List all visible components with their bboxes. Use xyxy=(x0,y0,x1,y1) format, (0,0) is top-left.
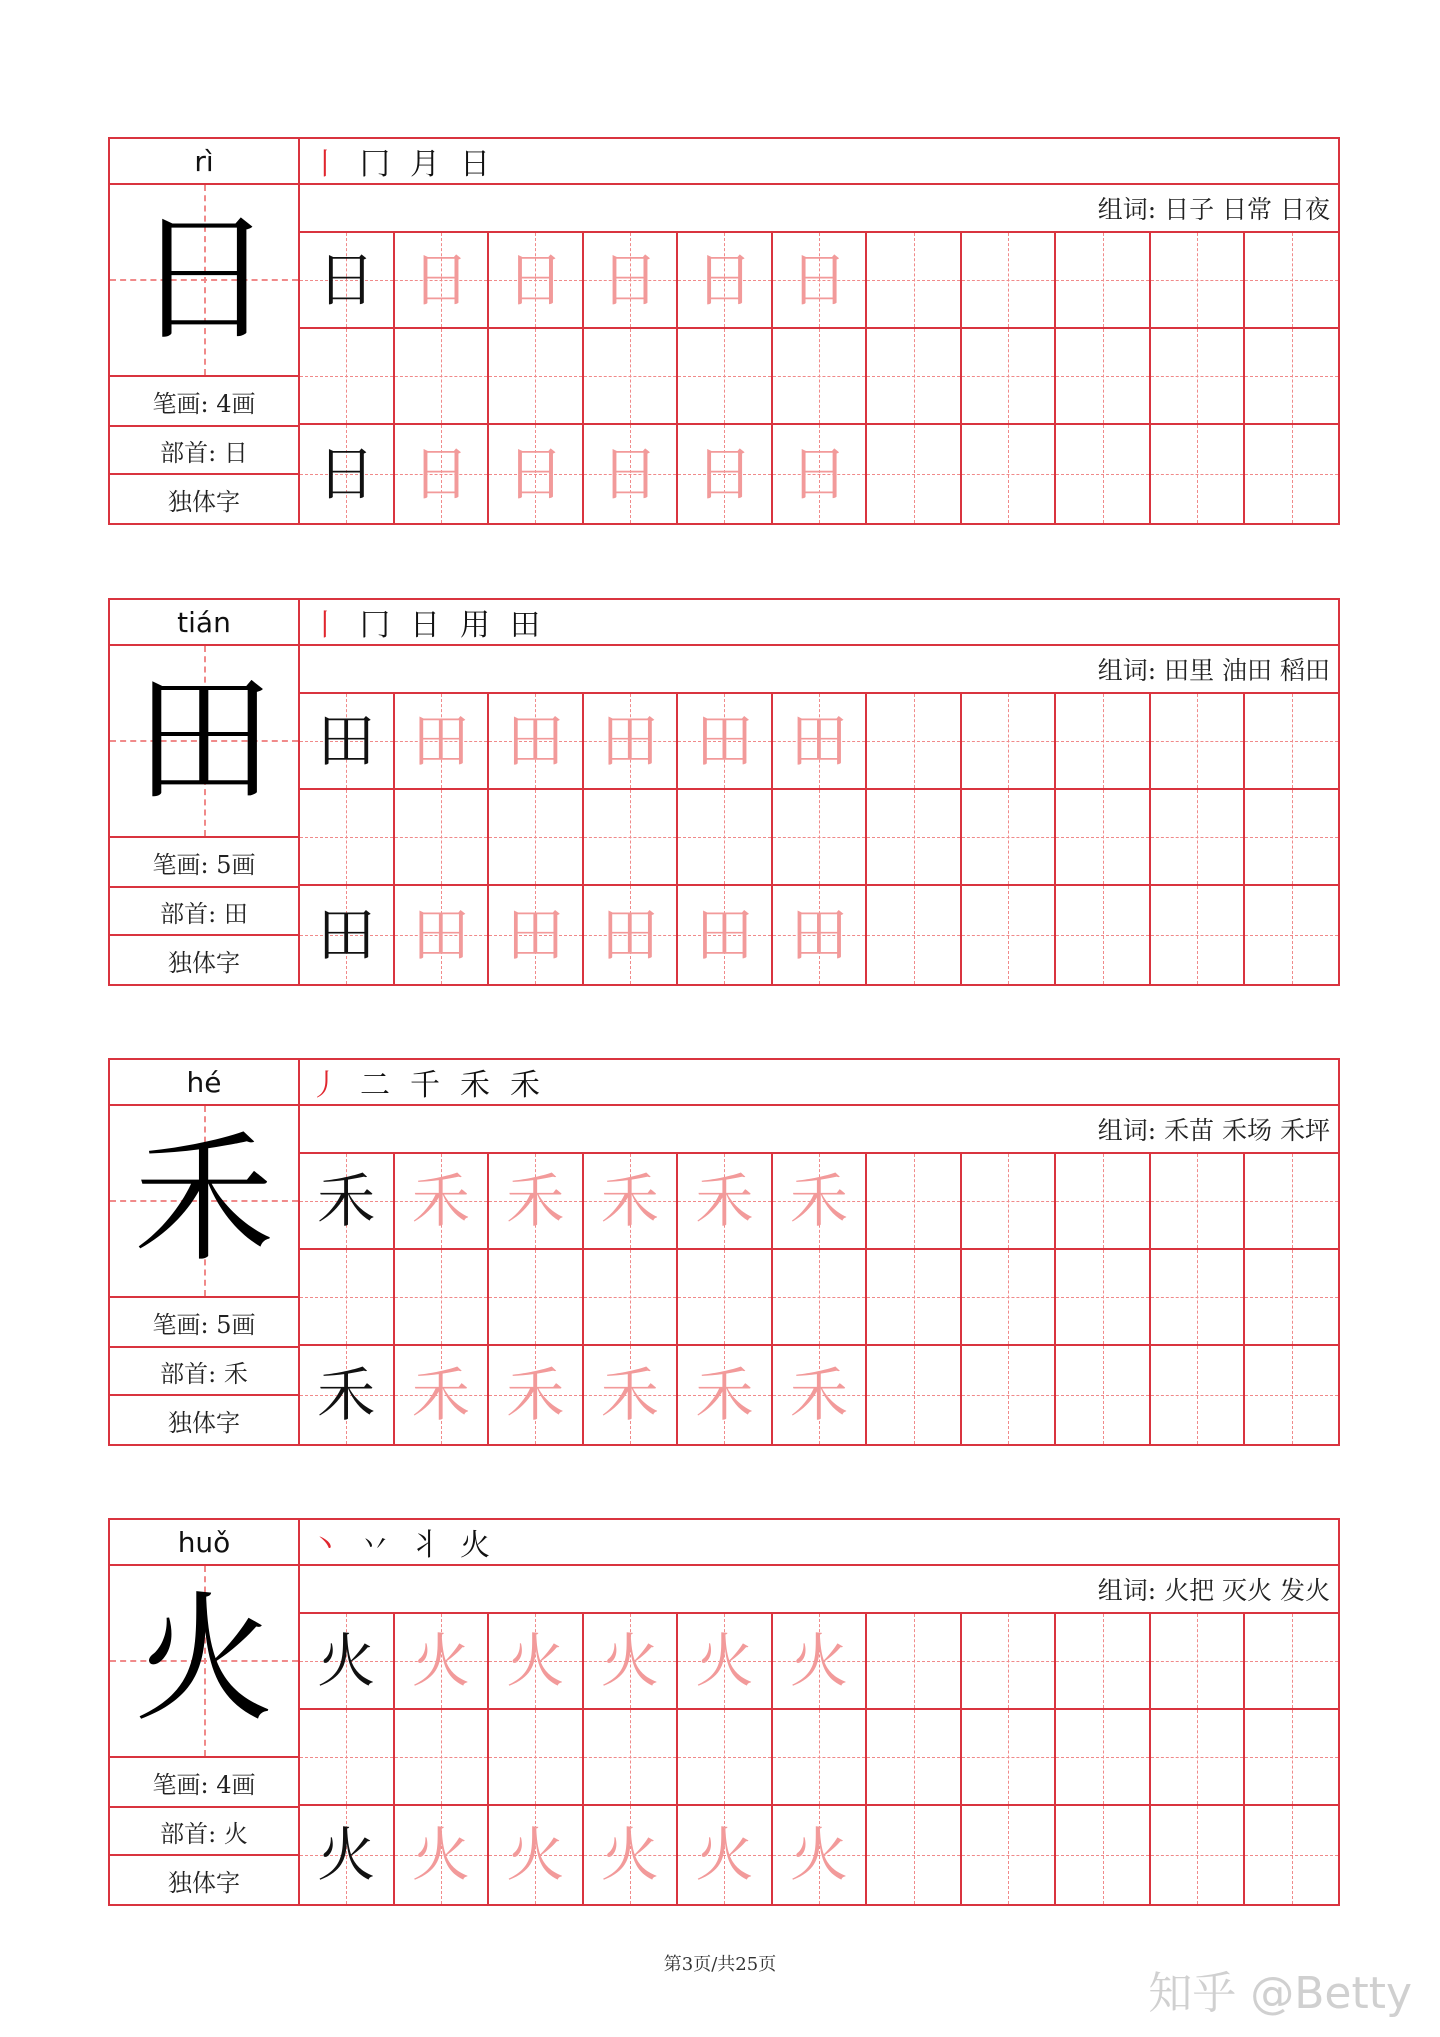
character-info-column xyxy=(110,600,300,984)
model-char: 禾 xyxy=(317,1361,376,1429)
practice-cell[interactable] xyxy=(867,329,962,423)
trace-char: 火 xyxy=(695,1627,754,1695)
big-character: 禾 xyxy=(133,1119,274,1282)
stroke-step: 丿 xyxy=(310,1068,340,1103)
practice-cell[interactable] xyxy=(962,425,1057,523)
practice-cell[interactable] xyxy=(395,1614,490,1708)
model-char: 火 xyxy=(317,1821,376,1889)
practice-cell[interactable] xyxy=(773,1614,868,1708)
practice-cell[interactable] xyxy=(678,329,773,423)
stroke-step: 冂 xyxy=(360,147,390,182)
trace-char: 火 xyxy=(411,1821,470,1889)
practice-cell[interactable] xyxy=(1056,233,1151,327)
trace-char: 火 xyxy=(506,1821,565,1889)
trace-char: 禾 xyxy=(695,1361,754,1429)
practice-cell[interactable] xyxy=(1056,790,1151,884)
practice-cell[interactable] xyxy=(1151,1250,1246,1344)
practice-cell[interactable] xyxy=(584,1250,679,1344)
big-character-box xyxy=(110,1566,298,1758)
trace-char: 日 xyxy=(506,246,565,314)
practice-cell[interactable] xyxy=(678,233,773,327)
practice-cell[interactable] xyxy=(395,694,490,788)
practice-row xyxy=(300,233,1338,329)
practice-cell[interactable] xyxy=(678,694,773,788)
practice-cell[interactable] xyxy=(300,1614,395,1708)
practice-row xyxy=(300,1346,1338,1444)
practice-cell[interactable] xyxy=(1245,425,1338,523)
trace-char: 日 xyxy=(790,246,849,314)
model-char: 火 xyxy=(317,1627,376,1695)
stroke-step: 田 xyxy=(510,608,540,643)
practice-row xyxy=(300,886,1338,984)
structure: 独体字 xyxy=(168,1408,240,1437)
practice-cell[interactable] xyxy=(1151,425,1246,523)
practice-area xyxy=(300,600,1338,984)
practice-cell[interactable] xyxy=(962,694,1057,788)
pinyin: rì xyxy=(110,139,298,185)
practice-cell[interactable] xyxy=(1056,329,1151,423)
trace-char: 田 xyxy=(790,901,849,969)
stroke-step: 禾 xyxy=(460,1068,490,1103)
stroke-count: 笔画: 4画 xyxy=(110,1758,298,1808)
practice-area xyxy=(300,1520,1338,1904)
trace-char: 日 xyxy=(790,440,849,508)
trace-char: 日 xyxy=(600,246,659,314)
practice-cell[interactable] xyxy=(300,1346,395,1444)
practice-cell[interactable] xyxy=(1245,694,1338,788)
radical: 部首: 田 xyxy=(110,888,298,936)
practice-cell[interactable] xyxy=(584,790,679,884)
practice-cell[interactable] xyxy=(489,1614,584,1708)
practice-cell[interactable] xyxy=(867,790,962,884)
practice-cell[interactable] xyxy=(962,1250,1057,1344)
practice-cell[interactable] xyxy=(1056,1614,1151,1708)
practice-cell[interactable] xyxy=(395,233,490,327)
practice-cell[interactable] xyxy=(1245,1710,1338,1804)
stroke-order-row xyxy=(300,139,1338,185)
practice-cell[interactable] xyxy=(867,694,962,788)
trace-char: 田 xyxy=(790,707,849,775)
practice-cell[interactable] xyxy=(1245,886,1338,984)
stroke-step: 丨 xyxy=(310,147,340,182)
practice-cell[interactable] xyxy=(489,1154,584,1248)
practice-cell[interactable] xyxy=(395,1346,490,1444)
trace-char: 火 xyxy=(411,1627,470,1695)
practice-cell[interactable] xyxy=(395,886,490,984)
pinyin: tián xyxy=(110,600,298,646)
practice-row xyxy=(300,790,1338,886)
practice-cell[interactable] xyxy=(962,1154,1057,1248)
practice-cell[interactable] xyxy=(584,1806,679,1904)
practice-cell[interactable] xyxy=(300,1806,395,1904)
practice-cell[interactable] xyxy=(489,1806,584,1904)
practice-cell[interactable] xyxy=(395,1710,490,1804)
practice-cell[interactable] xyxy=(300,790,395,884)
model-char: 田 xyxy=(317,901,376,969)
trace-char: 田 xyxy=(411,901,470,969)
character-block xyxy=(108,1058,1340,1446)
character-block xyxy=(108,1518,1340,1906)
stroke-step: 丬 xyxy=(410,1528,440,1563)
practice-cell[interactable] xyxy=(489,1346,584,1444)
practice-cell[interactable] xyxy=(867,1346,962,1444)
practice-cell[interactable] xyxy=(489,329,584,423)
practice-cell[interactable] xyxy=(395,425,490,523)
practice-area xyxy=(300,1060,1338,1444)
practice-cell[interactable] xyxy=(489,1250,584,1344)
practice-cell[interactable] xyxy=(1151,1346,1246,1444)
pinyin: hé xyxy=(110,1060,298,1106)
practice-cell[interactable] xyxy=(1151,886,1246,984)
practice-cell[interactable] xyxy=(1151,233,1246,327)
practice-cell[interactable] xyxy=(678,790,773,884)
practice-cell[interactable] xyxy=(678,425,773,523)
trace-char: 田 xyxy=(506,707,565,775)
practice-cell[interactable] xyxy=(489,790,584,884)
practice-cell[interactable] xyxy=(1151,694,1246,788)
practice-cell[interactable] xyxy=(1245,1250,1338,1344)
trace-char: 禾 xyxy=(600,1361,659,1429)
big-character-box xyxy=(110,185,298,377)
word-list: 组词: 日子 日常 日夜 xyxy=(300,185,1338,233)
practice-cell[interactable] xyxy=(300,694,395,788)
model-char: 日 xyxy=(317,246,376,314)
practice-cell[interactable] xyxy=(1056,694,1151,788)
character-info-column xyxy=(110,139,300,523)
practice-cell[interactable] xyxy=(489,694,584,788)
practice-cell[interactable] xyxy=(962,1806,1057,1904)
stroke-count: 笔画: 4画 xyxy=(110,377,298,427)
trace-char: 日 xyxy=(600,440,659,508)
practice-cell[interactable] xyxy=(962,329,1057,423)
trace-char: 禾 xyxy=(790,1167,849,1235)
practice-cell[interactable] xyxy=(773,886,868,984)
practice-cell[interactable] xyxy=(395,790,490,884)
practice-cell[interactable] xyxy=(773,1806,868,1904)
practice-cell[interactable] xyxy=(678,886,773,984)
practice-cell[interactable] xyxy=(584,886,679,984)
practice-cell[interactable] xyxy=(773,329,868,423)
practice-cell[interactable] xyxy=(678,1614,773,1708)
practice-cell[interactable] xyxy=(1245,1154,1338,1248)
practice-cell[interactable] xyxy=(773,1154,868,1248)
practice-cell[interactable] xyxy=(584,1346,679,1444)
practice-cell[interactable] xyxy=(773,425,868,523)
practice-cell[interactable] xyxy=(1245,1806,1338,1904)
practice-cell[interactable] xyxy=(773,790,868,884)
practice-row xyxy=(300,1806,1338,1904)
practice-cell[interactable] xyxy=(962,1346,1057,1444)
practice-cell[interactable] xyxy=(962,1710,1057,1804)
trace-char: 禾 xyxy=(411,1361,470,1429)
practice-cell[interactable] xyxy=(300,233,395,327)
practice-cell[interactable] xyxy=(962,886,1057,984)
practice-cell[interactable] xyxy=(867,233,962,327)
stroke-step: 月 xyxy=(410,147,440,182)
practice-cell[interactable] xyxy=(1056,886,1151,984)
trace-char: 田 xyxy=(695,707,754,775)
practice-cell[interactable] xyxy=(300,1250,395,1344)
trace-char: 日 xyxy=(695,246,754,314)
practice-cell[interactable] xyxy=(1245,1614,1338,1708)
practice-cell[interactable] xyxy=(584,1710,679,1804)
trace-char: 禾 xyxy=(695,1167,754,1235)
stroke-step: 二 xyxy=(360,1068,390,1103)
practice-cell[interactable] xyxy=(962,790,1057,884)
practice-cell[interactable] xyxy=(584,233,679,327)
practice-row xyxy=(300,1250,1338,1346)
practice-cell[interactable] xyxy=(867,425,962,523)
practice-row xyxy=(300,694,1338,790)
character-block xyxy=(108,598,1340,986)
practice-cell[interactable] xyxy=(1056,1710,1151,1804)
model-char: 禾 xyxy=(317,1167,376,1235)
practice-cell[interactable] xyxy=(1056,425,1151,523)
practice-cell[interactable] xyxy=(1151,1614,1246,1708)
practice-cell[interactable] xyxy=(584,1614,679,1708)
practice-row xyxy=(300,1614,1338,1710)
radical: 部首: 禾 xyxy=(110,1348,298,1396)
practice-row xyxy=(300,1710,1338,1806)
practice-cell[interactable] xyxy=(678,1250,773,1344)
practice-cell[interactable] xyxy=(584,425,679,523)
big-character-box xyxy=(110,1106,298,1298)
practice-cell[interactable] xyxy=(489,1710,584,1804)
stroke-step: 火 xyxy=(460,1528,490,1563)
radical: 部首: 日 xyxy=(110,427,298,475)
character-info-column xyxy=(110,1060,300,1444)
practice-cell[interactable] xyxy=(1056,1154,1151,1248)
character-info-column xyxy=(110,1520,300,1904)
stroke-step: 日 xyxy=(410,608,440,643)
practice-cell[interactable] xyxy=(1151,790,1246,884)
practice-cell[interactable] xyxy=(773,1710,868,1804)
practice-cell[interactable] xyxy=(867,1614,962,1708)
practice-cell[interactable] xyxy=(867,1806,962,1904)
practice-cell[interactable] xyxy=(1151,1710,1246,1804)
radical: 部首: 火 xyxy=(110,1808,298,1856)
trace-char: 禾 xyxy=(790,1361,849,1429)
word-list: 组词: 火把 灭火 发火 xyxy=(300,1566,1338,1614)
stroke-order-row xyxy=(300,1520,1338,1566)
trace-char: 火 xyxy=(600,1627,659,1695)
trace-char: 火 xyxy=(790,1627,849,1695)
practice-cell[interactable] xyxy=(867,1710,962,1804)
trace-char: 禾 xyxy=(600,1167,659,1235)
big-character: 田 xyxy=(133,659,274,822)
practice-cell[interactable] xyxy=(489,886,584,984)
watermark: 知乎 @Betty xyxy=(1148,1968,1412,2019)
practice-cell[interactable] xyxy=(395,329,490,423)
practice-cell[interactable] xyxy=(300,425,395,523)
practice-cell[interactable] xyxy=(678,1710,773,1804)
practice-cell[interactable] xyxy=(584,694,679,788)
trace-char: 日 xyxy=(506,440,565,508)
trace-char: 火 xyxy=(695,1821,754,1889)
stroke-step: 千 xyxy=(410,1068,440,1103)
practice-cell[interactable] xyxy=(867,1154,962,1248)
practice-cell[interactable] xyxy=(300,1154,395,1248)
stroke-step: 日 xyxy=(460,147,490,182)
practice-cell[interactable] xyxy=(773,694,868,788)
trace-char: 田 xyxy=(411,707,470,775)
practice-cell[interactable] xyxy=(1056,1250,1151,1344)
trace-char: 火 xyxy=(506,1627,565,1695)
practice-cell[interactable] xyxy=(773,1346,868,1444)
trace-char: 日 xyxy=(411,246,470,314)
practice-cell[interactable] xyxy=(489,425,584,523)
trace-char: 田 xyxy=(506,901,565,969)
trace-char: 禾 xyxy=(506,1167,565,1235)
page-number: 第3页/共25页 xyxy=(663,1954,777,1975)
model-char: 日 xyxy=(317,440,376,508)
trace-char: 日 xyxy=(695,440,754,508)
stroke-order-row xyxy=(300,1060,1338,1106)
practice-cell[interactable] xyxy=(584,1154,679,1248)
trace-char: 火 xyxy=(600,1821,659,1889)
practice-cell[interactable] xyxy=(678,1346,773,1444)
practice-row xyxy=(300,425,1338,523)
trace-char: 田 xyxy=(695,901,754,969)
practice-cell[interactable] xyxy=(1056,1346,1151,1444)
pinyin: huǒ xyxy=(110,1520,298,1566)
practice-cell[interactable] xyxy=(1245,790,1338,884)
structure: 独体字 xyxy=(168,487,240,516)
practice-cell[interactable] xyxy=(773,233,868,327)
stroke-count: 笔画: 5画 xyxy=(110,838,298,888)
big-character: 火 xyxy=(133,1579,274,1742)
trace-char: 日 xyxy=(411,440,470,508)
stroke-step: 禾 xyxy=(510,1068,540,1103)
practice-cell[interactable] xyxy=(962,1614,1057,1708)
practice-cell[interactable] xyxy=(962,233,1057,327)
big-character: 日 xyxy=(133,198,274,361)
practice-cell[interactable] xyxy=(867,1250,962,1344)
big-character-box xyxy=(110,646,298,838)
stroke-step: 丶 xyxy=(310,1528,340,1563)
practice-cell[interactable] xyxy=(489,233,584,327)
structure: 独体字 xyxy=(168,1868,240,1897)
practice-cell[interactable] xyxy=(395,1806,490,1904)
practice-cell[interactable] xyxy=(584,329,679,423)
practice-cell[interactable] xyxy=(300,329,395,423)
practice-cell[interactable] xyxy=(1151,1806,1246,1904)
stroke-count: 笔画: 5画 xyxy=(110,1298,298,1348)
model-char: 田 xyxy=(317,707,376,775)
trace-char: 禾 xyxy=(506,1361,565,1429)
word-list: 组词: 田里 油田 稻田 xyxy=(300,646,1338,694)
practice-cell[interactable] xyxy=(678,1154,773,1248)
stroke-step: 丷 xyxy=(360,1528,390,1563)
practice-cell[interactable] xyxy=(1245,1346,1338,1444)
word-list: 组词: 禾苗 禾场 禾坪 xyxy=(300,1106,1338,1154)
practice-cell[interactable] xyxy=(867,886,962,984)
trace-char: 火 xyxy=(790,1821,849,1889)
practice-cell[interactable] xyxy=(1151,329,1246,423)
trace-char: 田 xyxy=(600,901,659,969)
stroke-step: 丨 xyxy=(310,608,340,643)
practice-area xyxy=(300,139,1338,523)
practice-cell[interactable] xyxy=(1245,233,1338,327)
practice-cell[interactable] xyxy=(1245,329,1338,423)
practice-cell[interactable] xyxy=(773,1250,868,1344)
practice-cell[interactable] xyxy=(1056,1806,1151,1904)
stroke-step: 用 xyxy=(460,608,490,643)
practice-cell[interactable] xyxy=(300,1710,395,1804)
practice-cell[interactable] xyxy=(1151,1154,1246,1248)
trace-char: 田 xyxy=(600,707,659,775)
structure: 独体字 xyxy=(168,948,240,977)
practice-cell[interactable] xyxy=(300,886,395,984)
trace-char: 禾 xyxy=(411,1167,470,1235)
stroke-step: 冂 xyxy=(360,608,390,643)
practice-row xyxy=(300,329,1338,425)
character-block xyxy=(108,137,1340,525)
practice-row xyxy=(300,1154,1338,1250)
practice-cell[interactable] xyxy=(395,1154,490,1248)
stroke-order-row xyxy=(300,600,1338,646)
practice-cell[interactable] xyxy=(395,1250,490,1344)
practice-cell[interactable] xyxy=(678,1806,773,1904)
